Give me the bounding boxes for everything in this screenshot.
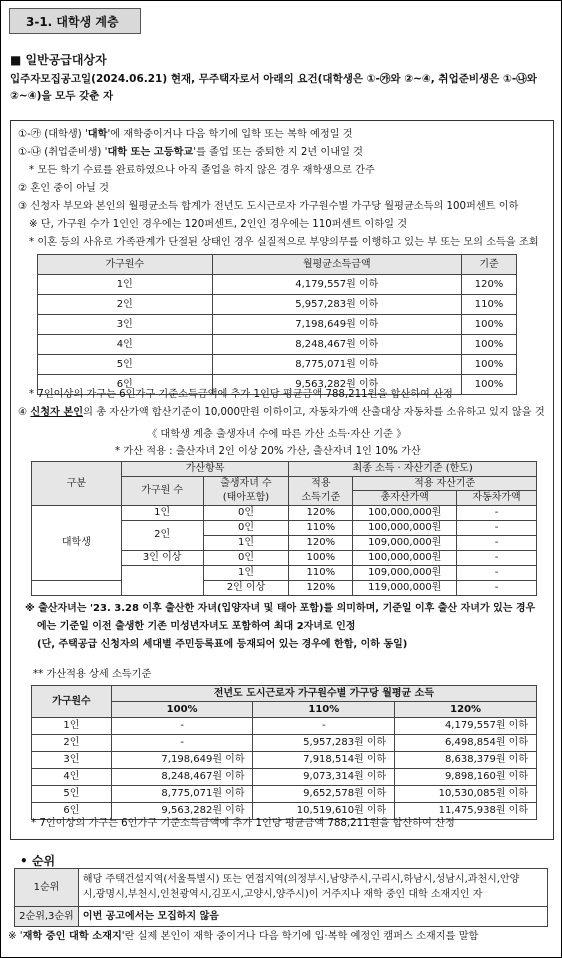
income-header-cell: 월평균소득금액 bbox=[212, 255, 461, 275]
cell: 8,638,379원 이하 bbox=[395, 752, 537, 769]
child-note-3: (단, 주택공급 신청자의 세대별 주민등록표에 등재되어 있는 경우에 한함, 이하 동일) bbox=[37, 639, 408, 650]
add-header-members: 가구원 수 bbox=[121, 476, 203, 505]
cell: 110% bbox=[289, 520, 353, 535]
cell: 100% bbox=[462, 335, 517, 355]
rank-desc: 해당 주택건설지역(서울특별시) 또는 연접지역(의정부시,남양주시,구리시,하남시,성남시,과천시,안양 시,광명시,부천시,인천광역시,김포시,고양시,양주시)이 거주지나 재학 중인 대학 소재지인 자 bbox=[78, 869, 547, 907]
cell: 100% bbox=[462, 315, 517, 335]
income-header-cell: 기준 bbox=[462, 255, 517, 275]
section-header: 3-1. 대학생 계층 bbox=[9, 8, 141, 34]
income-header-cell: 가구원수 bbox=[38, 255, 213, 275]
cell: 7,918,514원 이하 bbox=[253, 752, 395, 769]
cell: 100% bbox=[462, 355, 517, 375]
cell: - bbox=[457, 580, 537, 595]
cell: 100,000,000원 bbox=[353, 520, 457, 535]
cell: 2인 이상 bbox=[203, 580, 289, 595]
add-header-final: 최종 소득 · 자산기준 (한도) bbox=[289, 462, 537, 477]
detail-header-main: 전년도 도시근로자 가구원수별 가구당 월평균 소득 bbox=[111, 686, 536, 702]
rank-title: • 순위 bbox=[20, 854, 56, 868]
cell: 7,198,649원 이하 bbox=[111, 752, 253, 769]
add-header-total-asset: 총자산가액 bbox=[353, 491, 457, 506]
cell: 100% bbox=[289, 550, 353, 565]
table-row bbox=[38, 295, 517, 315]
add-header-gubun: 구분 bbox=[32, 462, 122, 506]
add-header-asset: 적용 자산기준 bbox=[353, 476, 537, 491]
table-row bbox=[32, 769, 537, 786]
table-row bbox=[38, 335, 517, 355]
cell: 1인 bbox=[121, 505, 203, 520]
add-header-income: 적용 소득기준 bbox=[289, 476, 353, 505]
cell: 4,179,557원 이하 bbox=[212, 275, 461, 295]
cell: 2인 bbox=[121, 520, 203, 550]
cell: 9,563,282원 이하 bbox=[111, 803, 253, 820]
cell: 8,775,071원 이하 bbox=[212, 355, 461, 375]
cell: 3인 이상 bbox=[121, 550, 203, 565]
cell: - bbox=[111, 718, 253, 735]
cell: 120% bbox=[462, 275, 517, 295]
cell: 1인 bbox=[203, 535, 289, 550]
cell: 120% bbox=[289, 535, 353, 550]
req-3: ③ 신청자 부모와 본인의 월평균소득 합계가 전년도 도시근로자 가구원수별 가구당 월평균소득의 100퍼센트 이하 bbox=[18, 201, 519, 212]
detail-header-col: 110% bbox=[253, 702, 395, 718]
requirements-box bbox=[10, 120, 554, 840]
cell: 3인 bbox=[32, 752, 112, 769]
cell: 0인 bbox=[203, 505, 289, 520]
cell: 8,775,071원 이하 bbox=[111, 786, 253, 803]
cell: - bbox=[457, 550, 537, 565]
table-row bbox=[38, 315, 517, 335]
cell: 2인 bbox=[38, 295, 213, 315]
cell: - bbox=[457, 505, 537, 520]
detail-header-col: 100% bbox=[111, 702, 253, 718]
cell: 5,957,283원 이하 bbox=[212, 295, 461, 315]
cell: 5인 bbox=[38, 355, 213, 375]
cell: - bbox=[457, 535, 537, 550]
cell: 4,179,557원 이하 bbox=[395, 718, 537, 735]
cell: - bbox=[111, 735, 253, 752]
cell: 6인 bbox=[38, 375, 213, 395]
subtitle: ■ 일반공급대상자 bbox=[10, 53, 107, 67]
detail-title: ** 가산적용 상세 소득기준 bbox=[33, 669, 152, 680]
cell: 109,000,000원 bbox=[353, 565, 457, 580]
child-note-1: ※ 출산자녀는 '23. 3.28 이후 출산한 자녀(입양자녀 및 태아 포함)를 의미하며, 기준일 이후 출산 자녀가 있는 경우 bbox=[25, 603, 536, 614]
add-header-children: 출생자녀 수 (태아포함) bbox=[203, 476, 289, 505]
intro-text: 입주자모집공고일(2024.06.21) 현재, 무주택자로서 아래의 요건(대학생은 ①-㉮와 ②~④, 취업준비생은 ①-㉯와 ②~④)을 모두 갖춘 자 bbox=[10, 73, 537, 102]
cell: - bbox=[457, 520, 537, 535]
cell: 4인 bbox=[38, 335, 213, 355]
cell: 100% bbox=[462, 375, 517, 395]
cell: - bbox=[253, 718, 395, 735]
table-row bbox=[32, 580, 537, 595]
table-row bbox=[38, 275, 517, 295]
cell: 110% bbox=[462, 295, 517, 315]
cell: 0인 bbox=[203, 550, 289, 565]
cell: 100,000,000원 bbox=[353, 550, 457, 565]
cell: 5,957,283원 이하 bbox=[253, 735, 395, 752]
cell: 6인 bbox=[32, 803, 112, 820]
req-1a: ①-㉮ (대학생) '대학'에 재학중이거나 다음 학기에 입학 또는 복학 예정일 것 bbox=[18, 129, 353, 140]
rank-label: 1순위 bbox=[15, 869, 79, 907]
add-header-car: 자동차가액 bbox=[457, 491, 537, 506]
cell: 120% bbox=[289, 580, 353, 595]
cell-empty bbox=[121, 565, 203, 595]
cell: 5인 bbox=[32, 786, 112, 803]
cell: 9,898,160원 이하 bbox=[395, 769, 537, 786]
table-row bbox=[32, 505, 537, 520]
income-table bbox=[37, 254, 517, 395]
cell: 110% bbox=[289, 565, 353, 580]
detail-footnote: * 7인이상의 가구는 6인가구 기준소득금액에 추가 1인당 평균금액 788,211원을 합산하여 산정 bbox=[31, 818, 455, 829]
cell: 9,563,282원 이하 bbox=[212, 375, 461, 395]
cell: 8,248,467원 이하 bbox=[111, 769, 253, 786]
cell: 0인 bbox=[203, 520, 289, 535]
cell: 8,248,467원 이하 bbox=[212, 335, 461, 355]
add-subtitle: * 가산 적용 : 출산자녀 2인 이상 20% 가산, 출산자녀 1인 10% 가산 bbox=[115, 446, 421, 457]
cell: 109,000,000원 bbox=[353, 535, 457, 550]
table-row bbox=[32, 718, 537, 735]
rank-desc: 이번 공고에서는 모집하지 않음 bbox=[78, 907, 547, 927]
child-note-2: 에는 기준일 이전 출생한 기존 미성년자녀도 포함하여 최대 2자녀로 인정 bbox=[37, 621, 356, 632]
detail-table bbox=[31, 685, 537, 820]
rank-label: 2순위,3순위 bbox=[15, 907, 79, 927]
cell: 1인 bbox=[38, 275, 213, 295]
cell: 4인 bbox=[32, 769, 112, 786]
req-3-note2: * 이혼 등의 사유로 가족관계가 단절된 상태인 경우 실질적으로 부양의무를 이행하고 있는 부 또는 모의 소득을 조회 bbox=[29, 237, 539, 248]
req-1b-note: * 모든 학기 수료를 완료하였으나 아직 졸업을 하지 않은 경우 재학생으로 간주 bbox=[29, 165, 375, 176]
cell: 119,000,000원 bbox=[353, 580, 457, 595]
cell-empty bbox=[32, 580, 122, 595]
detail-header-col: 120% bbox=[395, 702, 537, 718]
req-3-footnote: * 7인이상의 가구는 6인가구 기준소득금액에 추가 1인당 평균금액 788,211원을 합산하여 산정 bbox=[29, 389, 453, 400]
cell: 9,073,314원 이하 bbox=[253, 769, 395, 786]
table-row bbox=[15, 907, 548, 927]
detail-header-members: 가구원수 bbox=[32, 686, 112, 718]
end-note: ※ '재학 중인 대학 소재지'란 실제 본인이 재학 중이거나 다음 학기에 입·복학 예정인 캠퍼스 소재지를 말함 bbox=[8, 931, 479, 942]
req-4: ④ 신청자 본인의 총 자산가액 합산기준이 10,000만원 이하이고, 자동차가액 산출대상 자동차를 소유하고 있지 않을 것 bbox=[18, 407, 545, 418]
table-row bbox=[38, 355, 517, 375]
cell: 11,475,938원 이하 bbox=[395, 803, 537, 820]
cell-student: 대학생 bbox=[32, 505, 122, 580]
cell: 3인 bbox=[38, 315, 213, 335]
cell: 1인 bbox=[203, 565, 289, 580]
rank-table bbox=[14, 868, 548, 927]
req-2: ② 혼인 중이 아닐 것 bbox=[18, 183, 109, 194]
add-table bbox=[31, 461, 537, 596]
table-row bbox=[32, 786, 537, 803]
cell: 1인 bbox=[32, 718, 112, 735]
cell: 2인 bbox=[32, 735, 112, 752]
cell: 120% bbox=[289, 505, 353, 520]
table-row bbox=[15, 869, 548, 907]
req-3-note1: ※ 단, 가구원 수가 1인인 경우에는 120퍼센트, 2인인 경우에는 110퍼센트 이하일 것 bbox=[29, 219, 408, 230]
cell: 6,498,854원 이하 bbox=[395, 735, 537, 752]
req-1b: ①-㉯ (취업준비생) '대학 또는 고등학교'를 졸업 또는 중퇴한 지 2년 이내일 것 bbox=[18, 147, 363, 158]
table-row bbox=[32, 752, 537, 769]
cell: - bbox=[457, 565, 537, 580]
cell: 7,198,649원 이하 bbox=[212, 315, 461, 335]
table-row bbox=[32, 735, 537, 752]
cell: 10,530,085원 이하 bbox=[395, 786, 537, 803]
add-title: 《 대학생 계층 출생자녀 수에 따른 가산 소득·자산 기준 》 bbox=[147, 429, 407, 440]
cell: 9,652,578원 이하 bbox=[253, 786, 395, 803]
cell: 100,000,000원 bbox=[353, 505, 457, 520]
cell: 10,519,610원 이하 bbox=[253, 803, 395, 820]
add-header-gasan: 가산항목 bbox=[121, 462, 289, 477]
